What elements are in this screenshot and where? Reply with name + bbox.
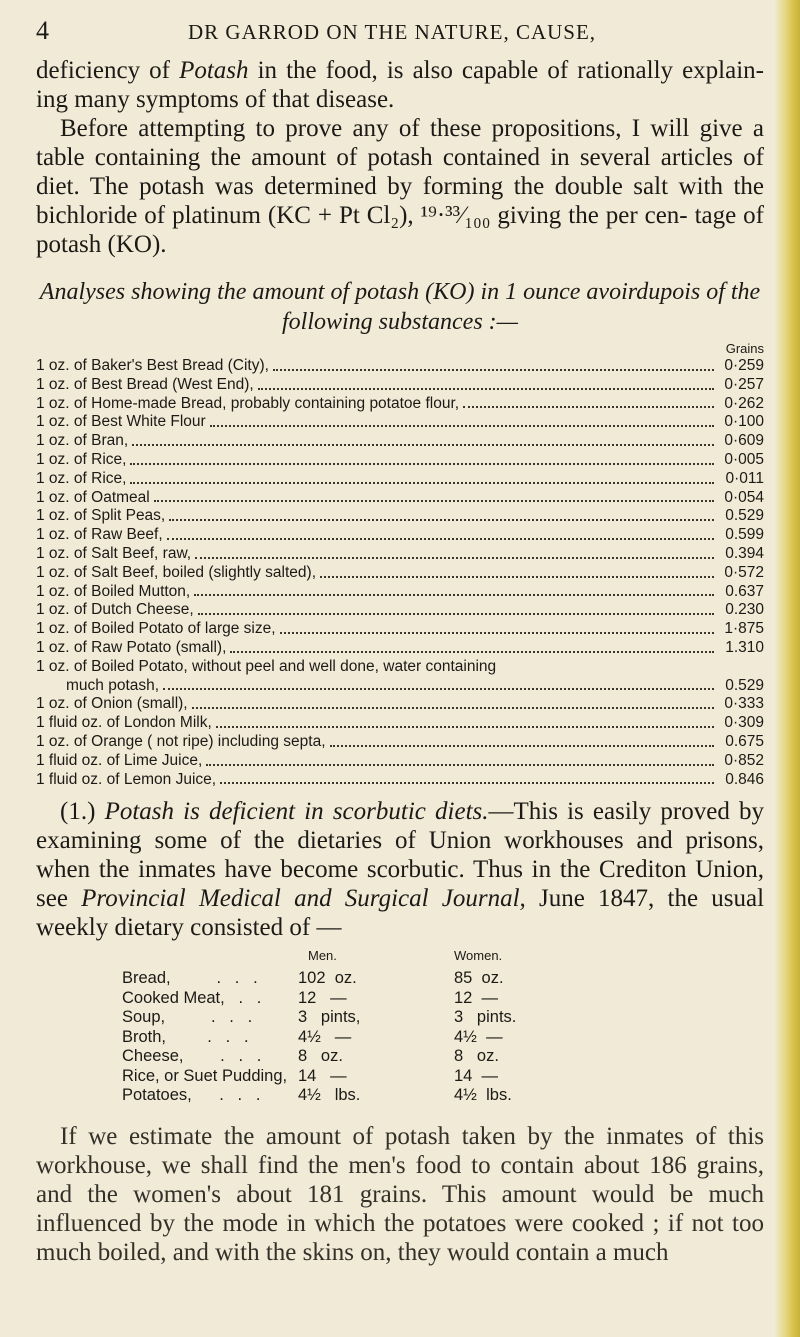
book-page <box>36 0 764 1267</box>
analysis-item: 1 fluid oz. of London Milk, <box>36 714 212 732</box>
leader-dots <box>280 632 714 634</box>
analysis-item: 1 oz. of Raw Beef, <box>36 526 163 544</box>
analyses-title: Analyses showing the amount of potash (KO) in 1 ounce avoirdupois of the following substances :— <box>39 279 761 335</box>
analysis-value: 0.529 <box>725 507 764 525</box>
leader-dots <box>154 500 714 502</box>
analysis-value: 0·257 <box>724 375 764 393</box>
analysis-item: 1 fluid oz. of Lemon Juice, <box>36 770 217 788</box>
analysis-row <box>36 620 764 639</box>
analysis-value: 0·054 <box>724 488 764 506</box>
analysis-row <box>36 639 764 658</box>
analysis-value: 0·259 <box>724 357 764 374</box>
dietary-item: Bread, . . . <box>122 969 258 988</box>
dietary-men-amount: 4½ — <box>298 1027 352 1046</box>
analysis-value: 0·609 <box>724 432 764 450</box>
analysis-item: 1 oz. of Salt Beef, raw, <box>36 544 192 562</box>
grains-unit-label: Grains <box>725 341 764 356</box>
analysis-item: 1 oz. of Bran, <box>36 432 129 450</box>
dietary-women-amount: 8 oz. <box>454 1047 499 1066</box>
analysis-row <box>36 507 764 526</box>
dietary-row <box>36 968 764 988</box>
analysis-row <box>36 564 764 583</box>
analysis-value: 0.846 <box>725 770 764 788</box>
dietary-men-amount: 4½ lbs. <box>298 1086 361 1105</box>
analysis-item: 1 oz. of Salt Beef, boiled (slightly salted), <box>36 563 317 581</box>
leader-dots <box>258 388 714 390</box>
dietary-row <box>36 1085 764 1105</box>
analysis-item: 1 oz. of Onion (small), <box>36 695 188 713</box>
analysis-item: 1 oz. of Rice, <box>36 469 127 487</box>
leader-dots <box>198 613 714 615</box>
leader-dots <box>130 482 714 484</box>
analysis-row <box>36 771 764 790</box>
dietary-row <box>36 1007 764 1027</box>
analysis-row <box>36 695 764 714</box>
analysis-value: 1·875 <box>724 620 764 638</box>
leader-dots <box>330 745 715 747</box>
analysis-row <box>36 489 764 508</box>
journal-title: Provincial Medical and Surgical Journal, <box>81 885 526 913</box>
analysis-row <box>36 583 764 602</box>
analysis-row <box>36 395 764 414</box>
analysis-item: 1 oz. of Baker's Best Bread (City), <box>36 357 269 374</box>
analysis-value: 0·005 <box>724 450 764 468</box>
analysis-value: 0·262 <box>724 394 764 412</box>
leader-dots <box>195 557 714 559</box>
dietary-men-amount: 14 — <box>298 1066 347 1085</box>
analysis-item: 1 oz. of Split Peas, <box>36 507 166 525</box>
analysis-row <box>36 432 764 451</box>
analysis-item: 1 oz. of Rice, <box>36 450 127 468</box>
analysis-value: 1.310 <box>725 638 764 656</box>
leader-dots <box>220 782 714 784</box>
leader-dots <box>169 519 714 521</box>
dietary-women-amount: 3 pints. <box>454 1008 517 1027</box>
analysis-value: 0.230 <box>725 601 764 619</box>
analysis-row <box>36 413 764 432</box>
section-text-1: —This is easily proved by examining some of the dietaries of Union workhouses and prisons, when the inmates have become scorbutic. Thus in the Crediton Union, see <box>36 798 764 913</box>
analysis-item: 1 oz. of Orange ( not ripe) including septa, <box>36 732 326 750</box>
dietary-men-amount: 102 oz. <box>298 969 357 988</box>
leader-dots <box>194 594 714 596</box>
analysis-value: 0·309 <box>724 714 764 732</box>
analysis-row <box>36 470 764 489</box>
analysis-row <box>36 526 764 545</box>
intro-paragraph <box>36 56 764 114</box>
method-text: Before attempting to prove any of these propositions, I will give a table containing the amount of potash contained in several articles of diet. The potash was determined by forming the double salt with the bichloride of platinum (KC + Pt Cl₂), ¹⁹·³³⁄₁₀₀ giving the per cen- tage of potash (KO). <box>36 115 764 258</box>
dietary-women-amount: 4½ lbs. <box>454 1086 512 1105</box>
analysis-value: 0·572 <box>724 563 764 581</box>
analysis-value: 0.394 <box>725 544 764 562</box>
dietary-men-amount: 3 pints, <box>298 1008 361 1027</box>
analysis-value: 0.529 <box>725 676 764 694</box>
analysis-row <box>36 601 764 620</box>
dietary-item: Rice, or Suet Pudding, <box>122 1066 288 1085</box>
analysis-value: 0·011 <box>725 469 764 487</box>
analysis-item: 1 oz. of Boiled Potato, without peel and well done, water containing <box>36 657 497 675</box>
analyses-table <box>36 357 764 789</box>
dietary-women-amount: 4½ — <box>454 1027 503 1046</box>
dietary-item: Cheese, . . . <box>122 1047 262 1066</box>
intro-text-a: deficiency of <box>36 57 180 84</box>
analysis-row <box>36 733 764 752</box>
dietary-men-amount: 8 oz. <box>298 1047 343 1066</box>
method-paragraph <box>36 114 764 259</box>
analysis-item: 1 oz. of Boiled Potato of large size, <box>36 620 276 638</box>
analysis-row <box>36 677 764 696</box>
analysis-item: 1 oz. of Dutch Cheese, <box>36 601 194 619</box>
dietary-men-amount: 12 — <box>298 988 347 1007</box>
analysis-value: 0.675 <box>725 732 764 750</box>
women-column-header: Women. <box>454 948 503 964</box>
dietary-row <box>36 988 764 1008</box>
section-heading: Potash is deficient in scorbutic diets. <box>104 798 489 826</box>
dietary-item: Cooked Meat, . . <box>122 988 262 1007</box>
analysis-item: 1 fluid oz. of Lime Juice, <box>36 751 203 769</box>
analysis-value: 0·852 <box>724 751 764 769</box>
leader-dots <box>463 406 714 408</box>
page-number: 4 <box>36 16 49 45</box>
dietary-row <box>36 1046 764 1066</box>
dietary-women-amount: 14 — <box>454 1066 499 1085</box>
leader-dots <box>163 688 714 690</box>
leader-dots <box>130 463 714 465</box>
analysis-item: 1 oz. of Best Bread (West End), <box>36 375 254 393</box>
leader-dots <box>206 764 714 766</box>
leader-dots <box>320 576 714 578</box>
leader-dots <box>230 651 714 653</box>
dietary-women-amount: 85 oz. <box>454 969 504 988</box>
analysis-item: 1 oz. of Raw Potato (small), <box>36 638 227 656</box>
dietary-item: Potatoes, . . . <box>122 1086 261 1105</box>
analysis-row <box>36 451 764 470</box>
analysis-item: 1 oz. of Boiled Mutton, <box>36 582 191 600</box>
leader-dots <box>210 425 714 427</box>
dietary-table <box>36 948 764 1108</box>
dietary-item: Soup, . . . <box>122 1008 253 1027</box>
section-number: (1.) <box>60 798 105 826</box>
running-title: DR GARROD ON THE NATURE, CAUSE, <box>188 20 597 44</box>
analysis-item: much potash, <box>66 676 160 694</box>
analysis-row <box>36 545 764 564</box>
leader-dots <box>132 444 714 446</box>
page-edge <box>774 0 800 1337</box>
analysis-value: 0.599 <box>725 526 764 544</box>
analysis-value: 0·333 <box>724 695 764 713</box>
analysis-value: 0.637 <box>725 582 764 600</box>
analysis-row <box>36 752 764 771</box>
analysis-item: 1 oz. of Oatmeal <box>36 488 150 506</box>
analysis-row <box>36 658 764 677</box>
section-1-paragraph <box>36 797 764 942</box>
closing-text: If we estimate the amount of potash taken by the inmates of this workhouse, we shall find the men's food to contain about 186 grains, and the women's about 181 grains. This amount would be much influenced by the mode in which the potatoes were cooked ; if not too much boiled, and with the skins on, they would contain a much <box>36 1123 764 1267</box>
page-header <box>36 0 764 56</box>
leader-dots <box>273 369 714 371</box>
leader-dots <box>167 538 714 540</box>
dietary-row <box>36 1027 764 1047</box>
closing-paragraph <box>36 1122 764 1267</box>
leader-dots <box>192 707 714 709</box>
intro-text-b: in the food, is also capable of rationally explain- ing many symptoms of that disease. <box>36 57 764 113</box>
men-column-header: Men. <box>308 948 337 964</box>
analysis-row <box>36 714 764 733</box>
analysis-row <box>36 376 764 395</box>
analysis-value: 0·100 <box>724 413 764 431</box>
analysis-item: 1 oz. of Home-made Bread, probably containing potatoe flour, <box>36 394 460 412</box>
dietary-row <box>36 1066 764 1086</box>
section-text-2: June 1847, the usual weekly dietary consisted of — <box>36 885 765 942</box>
analysis-row <box>36 357 764 376</box>
analysis-item: 1 oz. of Best White Flour <box>36 413 206 431</box>
intro-italic: Potash <box>179 57 249 84</box>
leader-dots <box>216 726 714 728</box>
dietary-women-amount: 12 — <box>454 988 499 1007</box>
dietary-item: Broth, . . . <box>122 1027 249 1046</box>
